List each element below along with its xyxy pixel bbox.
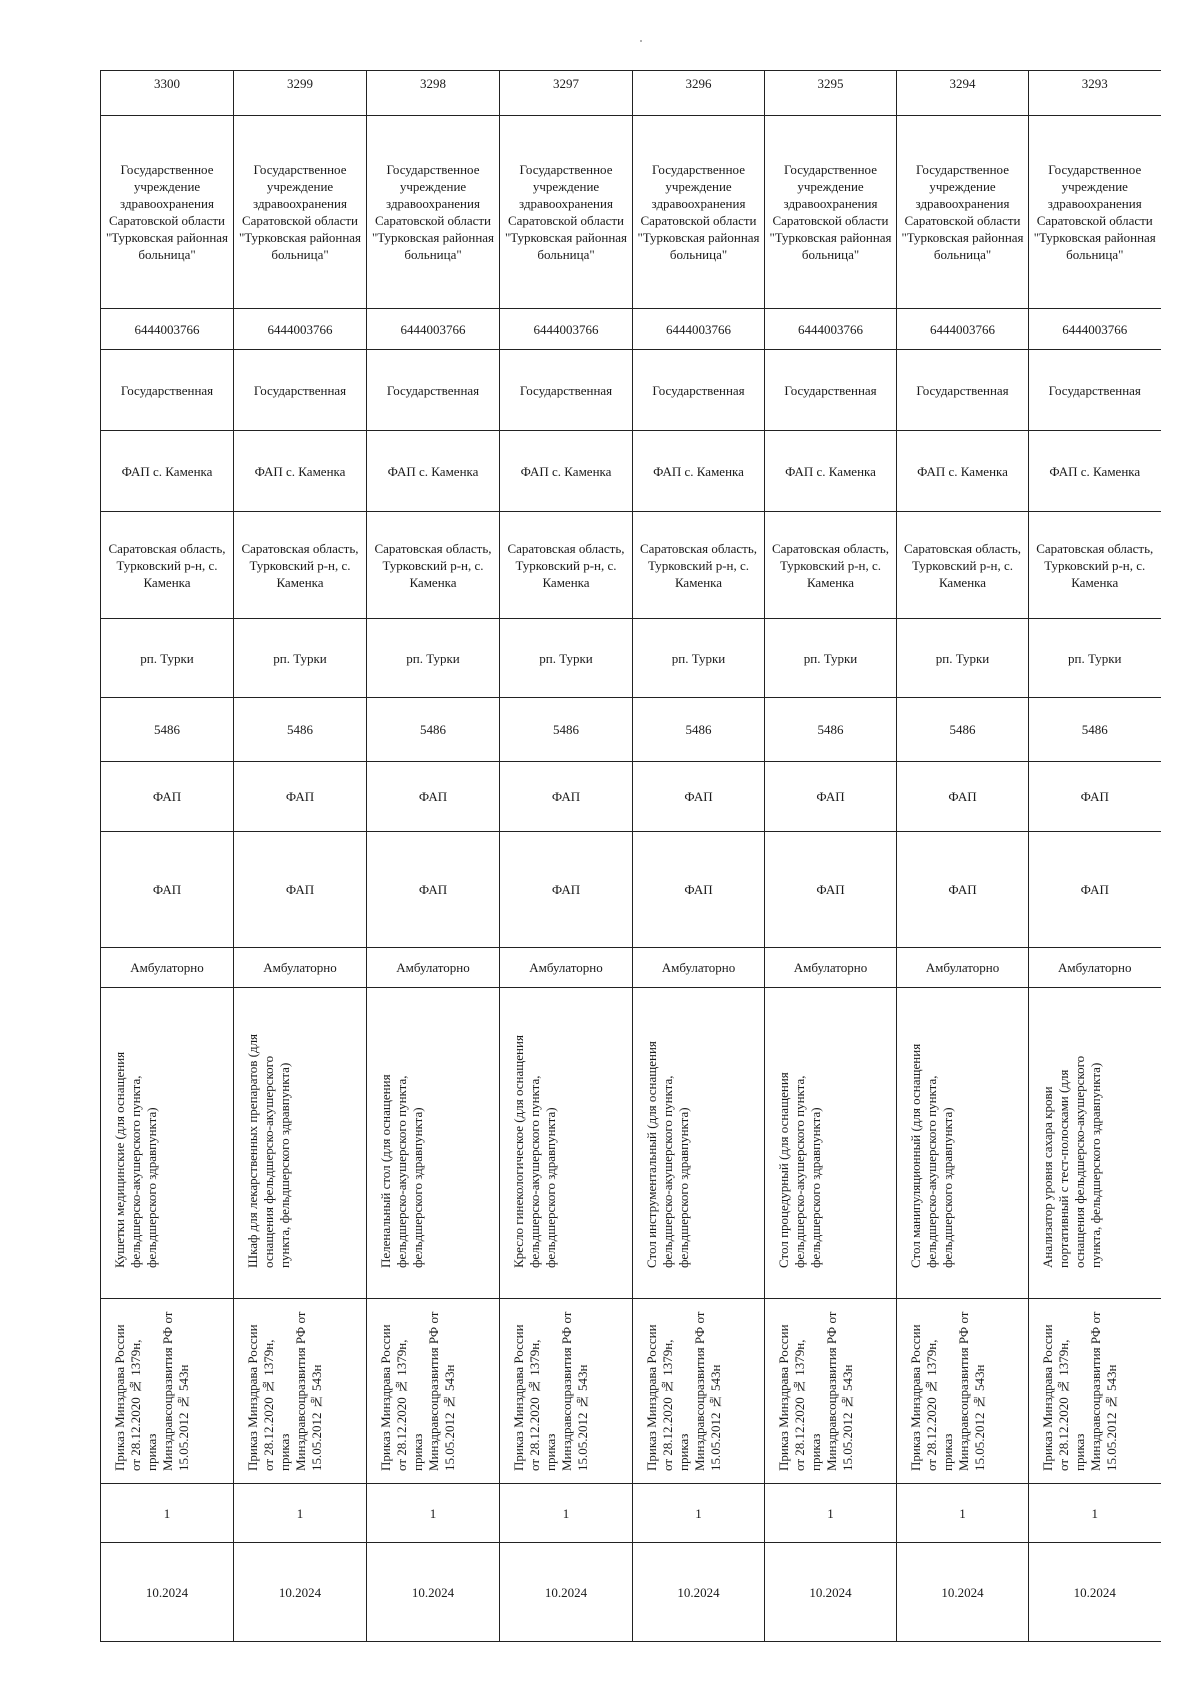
rotated-cell-wrapper — [238, 990, 362, 1296]
cell-text: ФАП — [816, 789, 845, 804]
cell-text: Государственное учреждение здравоохранения Саратовской области "Турковская районная больница" — [371, 162, 495, 262]
cell-text: рп. Турки — [140, 650, 194, 666]
cell-date — [1029, 1543, 1161, 1642]
cell-item — [897, 988, 1029, 1299]
cell-text: Государственная — [784, 382, 877, 398]
cell-ownership — [1029, 350, 1161, 431]
cell-text: ФАП с. Каменка — [254, 463, 346, 479]
cell-text: ФАП — [948, 789, 977, 804]
cell-text: Амбулаторно — [529, 960, 603, 975]
rotated-cell-wrapper — [769, 990, 892, 1296]
cell-facility — [367, 431, 500, 512]
rotated-text: Стол инструментальный (для оснащения фельдшерско-акушерского пункта, фельдшерского здравпункта) — [643, 1041, 691, 1268]
cell-basis — [500, 1299, 633, 1484]
cell-text: рп. Турки — [406, 650, 460, 666]
cell-facility — [897, 431, 1029, 512]
cell-text: 6444003766 — [400, 321, 466, 337]
cell-text: 6444003766 — [798, 321, 863, 337]
cell-qty — [765, 1484, 897, 1543]
cell-text: 10.2024 — [941, 1584, 984, 1600]
cell-text: 1 — [695, 1505, 702, 1521]
cell-qty — [1029, 1484, 1161, 1543]
cell-type1 — [500, 762, 633, 832]
cell-date — [897, 1543, 1029, 1642]
cell-ownership — [367, 350, 500, 431]
cell-text: ФАП — [418, 882, 448, 897]
cell-inn — [633, 309, 765, 350]
cell-text: 5486 — [420, 722, 446, 737]
row-facility-type — [101, 762, 1161, 832]
cell-text: 6444003766 — [134, 321, 200, 337]
cell-item — [500, 988, 633, 1299]
cell-number — [367, 71, 500, 116]
cell-text: 10.2024 — [1073, 1584, 1116, 1600]
cell-text: 1 — [562, 1505, 570, 1521]
cell-qty — [500, 1484, 633, 1543]
cell-date — [633, 1543, 765, 1642]
cell-municipality — [1029, 619, 1161, 698]
cell-text: рп. Турки — [273, 650, 327, 666]
cell-text: Амбулаторно — [925, 960, 1000, 975]
cell-code — [633, 698, 765, 762]
cell-text: Амбулаторно — [793, 960, 868, 975]
cell-qty — [897, 1484, 1029, 1543]
cell-code — [765, 698, 897, 762]
cell-type2 — [500, 832, 633, 948]
cell-text: Саратовская область, Турковский р-н, с. Каменка — [108, 540, 226, 590]
cell-basis — [633, 1299, 765, 1484]
cell-address — [765, 512, 897, 619]
cell-facility — [633, 431, 765, 512]
cell-text: ФАП — [1080, 789, 1109, 804]
rotated-cell-wrapper — [769, 1301, 892, 1481]
cell-facility — [500, 431, 633, 512]
cell-text: ФАП с. Каменка — [917, 463, 1008, 479]
cell-text: Государственная — [120, 382, 214, 398]
cell-care — [633, 948, 765, 988]
cell-text: рп. Турки — [935, 650, 990, 666]
row-address — [101, 512, 1161, 619]
cell-number — [765, 71, 897, 116]
cell-date — [765, 1543, 897, 1642]
cell-item — [633, 988, 765, 1299]
rotated-text: Приказ Минздрава России от 28.12.2020 № 1379н, приказ Минздравсоцразвития РФ от 15.05.2012 № 543н — [775, 1311, 855, 1471]
rotated-cell-wrapper — [637, 1301, 760, 1481]
cell-type1 — [367, 762, 500, 832]
cell-date — [500, 1543, 633, 1642]
cell-qty — [234, 1484, 367, 1543]
cell-qty — [101, 1484, 234, 1543]
rotated-cell-wrapper — [637, 990, 760, 1296]
cell-org — [1029, 116, 1161, 309]
cell-text: рп. Турки — [803, 650, 858, 666]
cell-ownership — [897, 350, 1029, 431]
cell-code — [367, 698, 500, 762]
cell-code — [500, 698, 633, 762]
rotated-cell-wrapper — [901, 990, 1024, 1296]
rotated-text: Пеленальный стол (для оснащения фельдшерско-акушерского пункта, фельдшерского здравпункта) — [378, 1074, 425, 1268]
cell-text: 10.2024 — [145, 1584, 189, 1600]
cell-text: ФАП — [684, 882, 713, 897]
cell-text: Амбулаторно — [130, 960, 204, 975]
cell-care — [234, 948, 367, 988]
cell-date — [367, 1543, 500, 1642]
cell-text: 1 — [296, 1505, 304, 1521]
cell-address — [897, 512, 1029, 619]
rotated-cell-wrapper — [105, 990, 229, 1296]
cell-text: ФАП с. Каменка — [1049, 463, 1141, 479]
row-care-form — [101, 948, 1161, 988]
cell-text: ФАП — [551, 882, 581, 897]
cell-number — [101, 71, 234, 116]
cell-facility — [1029, 431, 1161, 512]
row-date — [101, 1543, 1161, 1642]
cell-basis — [1029, 1299, 1161, 1484]
rotated-cell-wrapper — [901, 1301, 1024, 1481]
cell-inn — [101, 309, 234, 350]
cell-text: ФАП — [1080, 882, 1109, 897]
cell-type1 — [101, 762, 234, 832]
cell-inn — [1029, 309, 1161, 350]
cell-text: ФАП с. Каменка — [387, 463, 479, 479]
cell-text: ФАП — [948, 882, 977, 897]
cell-type2 — [234, 832, 367, 948]
cell-text: ФАП — [684, 789, 713, 804]
row-code — [101, 698, 1161, 762]
cell-address — [633, 512, 765, 619]
cell-number — [500, 71, 633, 116]
cell-text: Государственная — [253, 382, 347, 398]
cell-item — [1029, 988, 1161, 1299]
rotated-text: Шкаф для лекарственных препаратов (для оснащения фельдшерско-акушерского пункта, фельдшерского здравпункта) — [245, 1033, 292, 1268]
cell-address — [101, 512, 234, 619]
cell-text: 3295 — [817, 76, 844, 91]
cell-municipality — [234, 619, 367, 698]
cell-number — [234, 71, 367, 116]
cell-text: 3297 — [553, 76, 579, 91]
cell-item — [234, 988, 367, 1299]
cell-type2 — [367, 832, 500, 948]
rotated-text: Анализатор уровня сахара крови портативный с тест-полосками (для оснащения фельдшерско-акушерского пункта, фельдшерского здравпункта) — [1039, 1055, 1103, 1268]
cell-text: Амбулаторно — [1057, 960, 1132, 975]
rotated-cell-wrapper — [238, 1301, 362, 1481]
cell-care — [897, 948, 1029, 988]
row-quantity — [101, 1484, 1161, 1543]
cell-ownership — [765, 350, 897, 431]
cell-type2 — [101, 832, 234, 948]
cell-org — [500, 116, 633, 309]
cell-municipality — [500, 619, 633, 698]
cell-text: Амбулаторно — [396, 960, 470, 975]
rotated-cell-wrapper — [105, 1301, 229, 1481]
cell-basis — [765, 1299, 897, 1484]
cell-text: Саратовская область, Турковский р-н, с. Каменка — [903, 540, 1021, 590]
cell-type1 — [897, 762, 1029, 832]
cell-text: Государственная — [386, 382, 480, 398]
cell-org — [101, 116, 234, 309]
cell-text: 1 — [163, 1505, 171, 1521]
rotated-cell-wrapper — [1033, 1301, 1157, 1481]
row-inn — [101, 309, 1161, 350]
cell-text: ФАП с. Каменка — [121, 463, 213, 479]
cell-facility — [101, 431, 234, 512]
cell-text: 3293 — [1081, 76, 1108, 91]
cell-date — [101, 1543, 234, 1642]
row-facility — [101, 431, 1161, 512]
cell-text: 3299 — [287, 76, 313, 91]
cell-type2 — [897, 832, 1029, 948]
row-legal-basis — [101, 1299, 1161, 1484]
cell-org — [367, 116, 500, 309]
rotated-text: Приказ Минздрава России от 28.12.2020 № 1379н, приказ Минздравсоцразвития РФ от 15.05.2012 № 543н — [1039, 1311, 1119, 1471]
cell-text: ФАП — [285, 882, 315, 897]
cell-facility — [765, 431, 897, 512]
cell-inn — [500, 309, 633, 350]
cell-text: рп. Турки — [1067, 650, 1122, 666]
cell-text: рп. Турки — [539, 650, 593, 666]
cell-code — [234, 698, 367, 762]
cell-text: 10.2024 — [677, 1584, 720, 1600]
cell-inn — [367, 309, 500, 350]
rotated-text: Стол манипуляционный (для оснащения фельдшерско-акушерского пункта, фельдшерского здравпункта) — [907, 1043, 955, 1268]
cell-text: 1 — [1091, 1505, 1098, 1521]
cell-text: 6444003766 — [533, 321, 599, 337]
cell-item — [367, 988, 500, 1299]
row-facility-subtype — [101, 832, 1161, 948]
cell-text: ФАП — [551, 789, 581, 804]
cell-type1 — [1029, 762, 1161, 832]
cell-text: 3298 — [420, 76, 446, 91]
rotated-text: Приказ Минздрава России от 28.12.2020 № 1379н, приказ Минздравсоцразвития РФ от 15.05.2012 № 543н — [378, 1311, 457, 1471]
cell-address — [1029, 512, 1161, 619]
cell-text: Государственное учреждение здравоохранения Саратовской области "Турковская районная больница" — [1033, 162, 1156, 262]
cell-text: 5486 — [287, 722, 313, 737]
cell-text: ФАП — [816, 882, 845, 897]
cell-org — [897, 116, 1029, 309]
cell-type1 — [633, 762, 765, 832]
cell-text: ФАП — [285, 789, 315, 804]
row-record-number — [101, 71, 1161, 116]
cell-text: рп. Турки — [671, 650, 726, 666]
row-organization — [101, 116, 1161, 309]
rotated-text: Кресло гинекологическое (для оснащения фельдшерско-акушерского пункта, фельдшерского здравпункта) — [511, 1035, 558, 1268]
rotated-text: Приказ Минздрава России от 28.12.2020 № 1379н, приказ Минздравсоцразвития РФ от 15.05.2012 № 543н — [907, 1311, 987, 1471]
rotated-text: Приказ Минздрава России от 28.12.2020 № 1379н, приказ Минздравсоцразвития РФ от 15.05.2012 № 543н — [112, 1311, 191, 1471]
cell-text: Государственная — [916, 382, 1009, 398]
cell-municipality — [101, 619, 234, 698]
scan-speck — [640, 40, 642, 42]
cell-item — [101, 988, 234, 1299]
cell-text: 6444003766 — [666, 321, 731, 337]
cell-text: Государственное учреждение здравоохранения Саратовской области "Турковская районная больница" — [105, 162, 229, 262]
cell-text: 3300 — [154, 76, 180, 91]
cell-inn — [234, 309, 367, 350]
rotated-text: Кушетки медицинские (для оснащения фельдшерско-акушерского пункта, фельдшерского здравпункта) — [112, 1051, 159, 1268]
cell-address — [367, 512, 500, 619]
cell-text: Государственное учреждение здравоохранения Саратовской области "Турковская районная больница" — [901, 162, 1024, 262]
cell-text: 1 — [827, 1505, 834, 1521]
rotated-cell-wrapper — [504, 1301, 628, 1481]
cell-basis — [234, 1299, 367, 1484]
cell-municipality — [367, 619, 500, 698]
cell-text: ФАП с. Каменка — [653, 463, 744, 479]
rotated-text: Приказ Минздрава России от 28.12.2020 № 1379н, приказ Минздравсоцразвития РФ от 15.05.2012 № 543н — [245, 1311, 324, 1471]
rotated-text: Приказ Минздрава России от 28.12.2020 № 1379н, приказ Минздравсоцразвития РФ от 15.05.2012 № 543н — [511, 1311, 590, 1471]
cell-type2 — [1029, 832, 1161, 948]
cell-code — [897, 698, 1029, 762]
cell-text: Саратовская область, Турковский р-н, с. Каменка — [374, 540, 492, 590]
cell-text: 5486 — [553, 722, 579, 737]
cell-text: Государственное учреждение здравоохранения Саратовской области "Турковская районная больница" — [769, 162, 892, 262]
cell-text: Амбулаторно — [661, 960, 736, 975]
cell-type1 — [765, 762, 897, 832]
cell-inn — [765, 309, 897, 350]
cell-qty — [633, 1484, 765, 1543]
cell-org — [765, 116, 897, 309]
cell-text: ФАП с. Каменка — [520, 463, 612, 479]
cell-text: 10.2024 — [278, 1584, 322, 1600]
cell-code — [101, 698, 234, 762]
cell-qty — [367, 1484, 500, 1543]
cell-code — [1029, 698, 1161, 762]
cell-item — [765, 988, 897, 1299]
cell-number — [1029, 71, 1161, 116]
equipment-table — [100, 70, 1161, 1642]
cell-text: Государственная — [652, 382, 745, 398]
cell-care — [1029, 948, 1161, 988]
cell-type2 — [633, 832, 765, 948]
cell-basis — [367, 1299, 500, 1484]
cell-text: ФАП — [418, 789, 448, 804]
cell-text: 5486 — [817, 722, 844, 737]
cell-text: Государственное учреждение здравоохранения Саратовской области "Турковская районная больница" — [504, 162, 628, 262]
rotated-text: Стол процедурный (для оснащения фельдшерско-акушерского пункта, фельдшерского здравпункта) — [775, 1072, 823, 1268]
cell-basis — [897, 1299, 1029, 1484]
cell-municipality — [633, 619, 765, 698]
cell-basis — [101, 1299, 234, 1484]
cell-care — [765, 948, 897, 988]
cell-care — [101, 948, 234, 988]
cell-text: 1 — [959, 1505, 966, 1521]
cell-text: ФАП — [152, 882, 182, 897]
cell-text: Государственное учреждение здравоохранения Саратовской области "Турковская районная больница" — [637, 162, 760, 262]
cell-text: 10.2024 — [544, 1584, 588, 1600]
cell-org — [234, 116, 367, 309]
cell-org — [633, 116, 765, 309]
cell-municipality — [897, 619, 1029, 698]
cell-text: Амбулаторно — [263, 960, 337, 975]
cell-text: 10.2024 — [809, 1584, 852, 1600]
row-equipment-item — [101, 988, 1161, 1299]
cell-text: 3294 — [949, 76, 976, 91]
row-ownership — [101, 350, 1161, 431]
rotated-text: Приказ Минздрава России от 28.12.2020 № 1379н, приказ Минздравсоцразвития РФ от 15.05.2012 № 543н — [643, 1311, 723, 1471]
cell-inn — [897, 309, 1029, 350]
cell-text: 6444003766 — [1062, 321, 1128, 337]
cell-municipality — [765, 619, 897, 698]
cell-care — [500, 948, 633, 988]
cell-address — [234, 512, 367, 619]
rotated-cell-wrapper — [371, 1301, 495, 1481]
rotated-cell-wrapper — [1033, 990, 1157, 1296]
cell-text: 6444003766 — [267, 321, 333, 337]
rotated-cell-wrapper — [371, 990, 495, 1296]
cell-care — [367, 948, 500, 988]
cell-text: Саратовская область, Турковский р-н, с. Каменка — [771, 540, 889, 590]
cell-text: 6444003766 — [930, 321, 995, 337]
cell-type1 — [234, 762, 367, 832]
cell-text: Государственное учреждение здравоохранения Саратовской области "Турковская районная больница" — [238, 162, 362, 262]
cell-number — [633, 71, 765, 116]
rotated-cell-wrapper — [504, 990, 628, 1296]
cell-text: Государственная — [1048, 382, 1141, 398]
cell-text: 5486 — [154, 722, 180, 737]
cell-text: 5486 — [949, 722, 976, 737]
cell-type2 — [765, 832, 897, 948]
cell-date — [234, 1543, 367, 1642]
cell-text: Саратовская область, Турковский р-н, с. Каменка — [241, 540, 359, 590]
cell-ownership — [101, 350, 234, 431]
cell-text: 1 — [429, 1505, 437, 1521]
cell-text: Саратовская область, Турковский р-н, с. Каменка — [639, 540, 757, 590]
cell-text: Саратовская область, Турковский р-н, с. Каменка — [507, 540, 625, 590]
cell-ownership — [234, 350, 367, 431]
cell-facility — [234, 431, 367, 512]
cell-address — [500, 512, 633, 619]
cell-ownership — [633, 350, 765, 431]
cell-text: Государственная — [519, 382, 613, 398]
cell-text: 10.2024 — [411, 1584, 455, 1600]
cell-text: ФАП — [152, 789, 182, 804]
cell-ownership — [500, 350, 633, 431]
cell-number — [897, 71, 1029, 116]
row-municipality — [101, 619, 1161, 698]
cell-text: 5486 — [1081, 722, 1108, 737]
cell-text: 5486 — [685, 722, 712, 737]
cell-text: Саратовская область, Турковский р-н, с. Каменка — [1036, 540, 1154, 590]
cell-text: 3296 — [685, 76, 712, 91]
cell-text: ФАП с. Каменка — [785, 463, 876, 479]
